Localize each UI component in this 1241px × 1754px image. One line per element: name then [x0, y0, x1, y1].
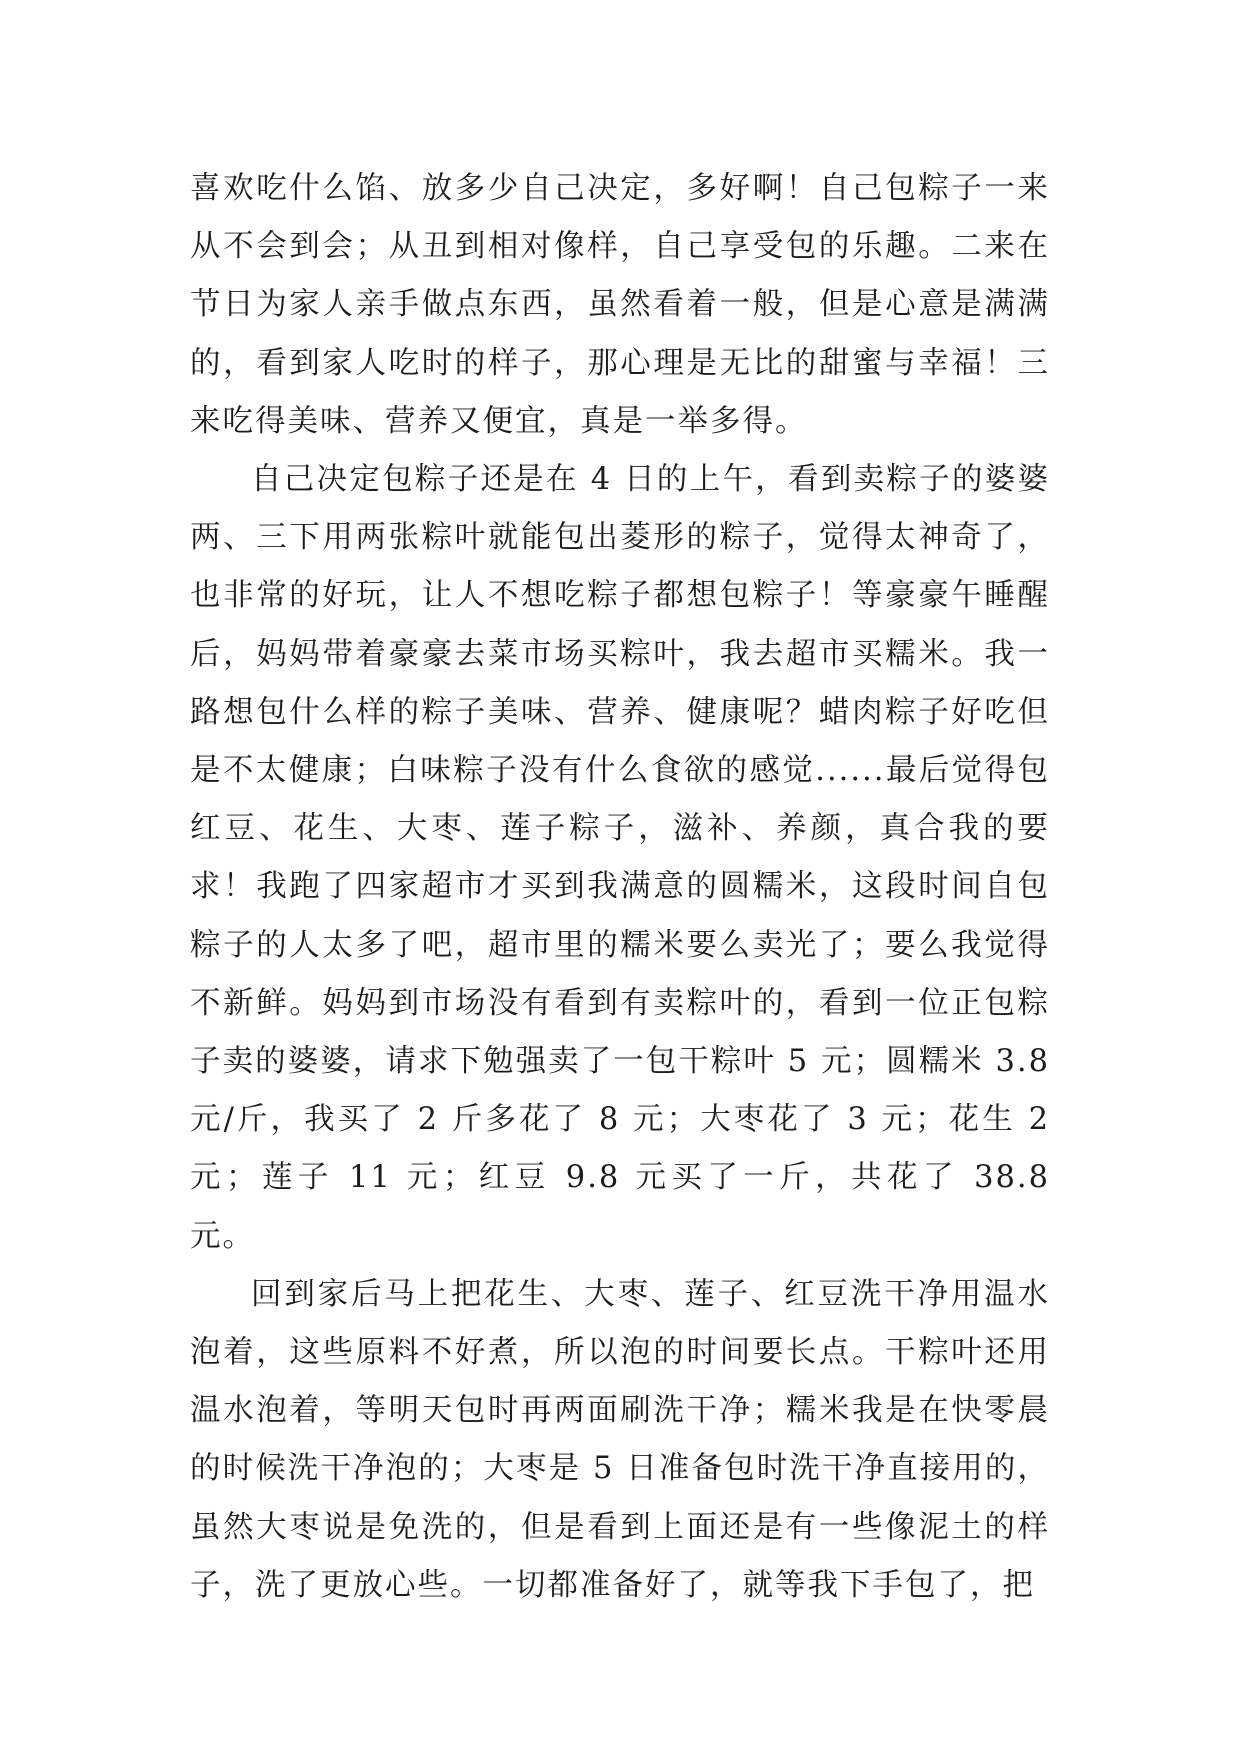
paragraph-continuation: 喜欢吃什么馅、放多少自己决定，多好啊！自己包粽子一来从不会到会；从丑到相对像样，自己享受包的乐趣。二来在节日为家人亲手做点东西，虽然看着一般，但是心意是满满的，看到家人吃时的样子，那心理是无比的甜蜜与幸福！三来吃得美味、营养又便宜，真是一举多得。 — [190, 171, 1050, 439]
document-body — [190, 160, 1050, 1615]
paragraph-preparation: 回到家后马上把花生、大枣、莲子、红豆洗干净用温水泡着，这些原料不好煮，所以泡的时间要长点。干粽叶还用温水泡着，等明天包时再两面刷洗干净；糯米我是在快零晨的时候洗干净泡的；大枣是 5 日准备包时洗干净直接用的，虽然大枣说是免洗的，但是看到上面还是有一些像泥土的样子，洗了更放心些。一切都准备好了，就等我下手包了，把 — [190, 1276, 1050, 1603]
paragraph-buying-ingredients: 自己决定包粽子还是在 4 日的上午，看到卖粽子的婆婆两、三下用两张粽叶就能包出菱形的粽子，觉得太神奇了，也非常的好玩，让人不想吃粽子都想包粽子！等豪豪午睡醒后，妈妈带着豪豪去菜市场买粽叶，我去超市买糯米。我一路想包什么样的粽子美味、营养、健康呢？蜡肉粽子好吃但是不太健康；白味粽子没有什么食欲的感觉......最后觉得包红豆、花生、大枣、莲子粽子，滋补、养颜，真合我的要求！我跑了四家超市才买到我满意的圆糯米，这段时间自包粽子的人太多了吧，超市里的糯米要么卖光了；要么我觉得不新鲜。妈妈到市场没有看到有卖粽叶的，看到一位正包粽子卖的婆婆，请求下勉强卖了一包干粽叶 5 元；圆糯米 3.8 元/斤，我买了 2 斤多花了 8 元；大枣花了 3 元；花生 2 元；莲子 11 元；红豆 9.8 元买了一斤，共花了 38.8 元。 — [190, 462, 1050, 1254]
